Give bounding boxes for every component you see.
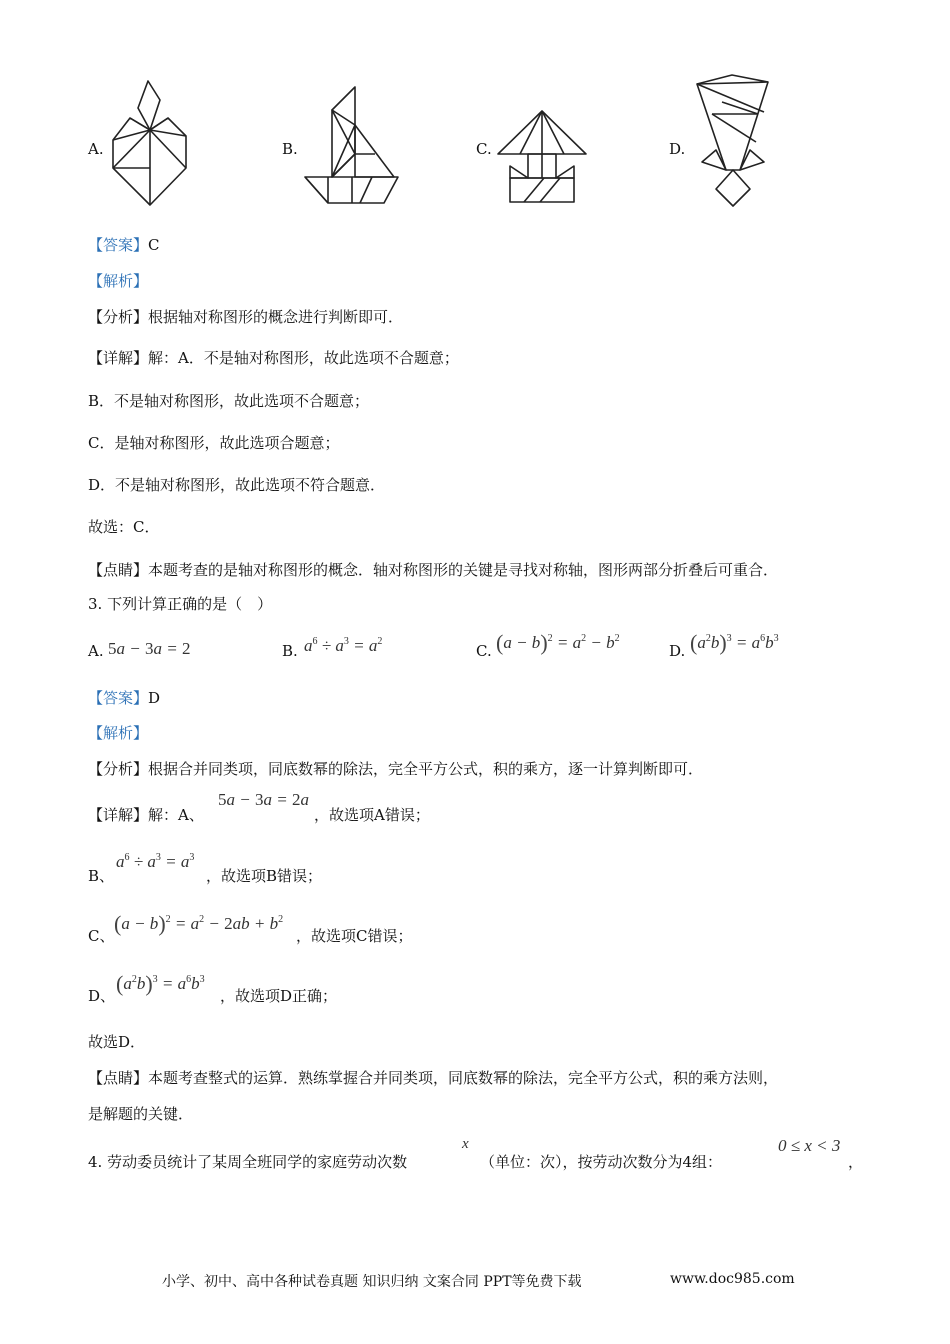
q2-detail-line-2: B．不是轴对称图形，故此选项不合题意；	[88, 392, 370, 410]
dianjing-text: 本题考查的是轴对称图形的概念．轴对称图形的关键是寻找对称轴，图形两部分折叠后可重合．	[148, 561, 779, 579]
footer-site-link[interactable]: www.doc985.com	[670, 1271, 795, 1287]
footer-text: 小学、初中、高中各种试卷真题 知识归纳 文案合同 PPT等免费下载	[162, 1274, 582, 1290]
q3-detail-d-suffix: ，故选项D正确；	[220, 987, 338, 1005]
figure-b-tangram	[300, 82, 404, 206]
fenxi-text: 根据轴对称图形的概念进行判断即可．	[148, 308, 404, 326]
q2-detail-line-4: D．不是轴对称图形，故此选项不符合题意．	[88, 476, 386, 494]
answer-value: D	[148, 689, 161, 707]
q3-option-d-label: D.	[669, 642, 686, 660]
q3-answer	[88, 688, 160, 708]
answer-tag: 【答案】	[88, 236, 149, 254]
q3-conclusion: 故选D．	[88, 1033, 146, 1051]
q3-option-b-formula: $a^6 \div a^3 = a^2$	[304, 636, 383, 655]
answer-tag: 【答案】	[88, 689, 149, 707]
q3-detail-b-formula: $a^6 \div a^3 = a^3$	[116, 852, 195, 871]
q3-detail-a-suffix: ，故选项A错误；	[314, 806, 430, 824]
q3-detail-b-suffix: ，故选项B错误；	[206, 867, 323, 885]
q3-option-a-label: A.	[88, 642, 104, 660]
q4-range: 0 ≤ x < 3	[778, 1136, 841, 1155]
q2-detail-line-1	[88, 348, 459, 368]
q3-detail-d: D、	[88, 987, 116, 1005]
q3-detail-c-formula: $(a - b)^2 = a^2 - 2ab + b^2$	[114, 911, 284, 936]
q3-detail-d-formula: $(a^2b)^3 = a^6b^3$	[116, 971, 205, 996]
q2-fenxi	[88, 307, 403, 327]
fenxi-text: 根据合并同类项，同底数幂的除法，完全平方公式，积的乘方，逐一计算判断即可．	[148, 760, 704, 778]
answer-value: C	[148, 236, 160, 254]
q3-detail-a	[88, 805, 204, 825]
analysis-tag: 【解析】	[88, 272, 149, 290]
q3-option-c-formula: $(a - b)^2 = a^2 - b^2$	[496, 630, 620, 655]
q4-stem-cont: （单位：次），按劳动次数分为4组：	[480, 1153, 723, 1171]
q3-detail-a-formula: 5a − 3a = 2a	[218, 790, 309, 809]
xiangjie-tag: 【详解】	[88, 349, 149, 367]
q3-dianjing	[88, 1068, 778, 1088]
detail-prefix: 解：A、	[148, 806, 204, 824]
xiangjie-tag: 【详解】	[88, 806, 149, 824]
q2-conclusion: 故选：C．	[88, 518, 160, 536]
q2-answer	[88, 235, 160, 255]
figure-a-tangram	[108, 78, 190, 208]
fenxi-tag: 【分析】	[88, 760, 149, 778]
q2-detail-line-3: C．是轴对称图形，故此选项合题意；	[88, 434, 340, 452]
option-b-label: B.	[282, 140, 298, 158]
q3-detail-c: C、	[88, 927, 115, 945]
q4-stem: 4. 劳动委员统计了某周全班同学的家庭劳动次数	[88, 1153, 408, 1171]
q2-dianjing	[88, 560, 778, 580]
fenxi-tag: 【分析】	[88, 308, 149, 326]
q3-fenxi	[88, 759, 703, 779]
dianjing-tag: 【点睛】	[88, 1069, 149, 1087]
q4-variable: x	[462, 1136, 469, 1152]
q3-detail-b: B、	[88, 867, 115, 885]
q4-comma: ，	[848, 1153, 864, 1171]
analysis-tag: 【解析】	[88, 724, 149, 742]
figure-c-tangram	[494, 108, 590, 206]
detail-text: 解：A．不是轴对称图形，故此选项不合题意；	[148, 349, 459, 367]
q3-option-d-formula: $(a^2b)^3 = a^6b^3$	[690, 630, 779, 655]
q3-option-b-label: B.	[282, 642, 298, 660]
q3-detail-c-suffix: ，故选项C错误；	[296, 927, 413, 945]
q3-dianjing-cont: 是解题的关键．	[88, 1105, 194, 1123]
q3-option-c-label: C.	[476, 642, 492, 660]
dianjing-tag: 【点睛】	[88, 561, 149, 579]
figure-d-tangram	[692, 72, 774, 212]
option-d-label: D.	[669, 140, 686, 158]
q3-stem: 3. 下列计算正确的是（ ）	[88, 595, 273, 613]
q3-option-a-formula: 5a − 3a = 2	[108, 639, 191, 658]
option-a-label: A.	[88, 140, 104, 158]
option-c-label: C.	[476, 140, 492, 158]
dianjing-text: 本题考查整式的运算．熟练掌握合并同类项，同底数幂的除法，完全平方公式，积的乘方法则，	[148, 1069, 779, 1087]
